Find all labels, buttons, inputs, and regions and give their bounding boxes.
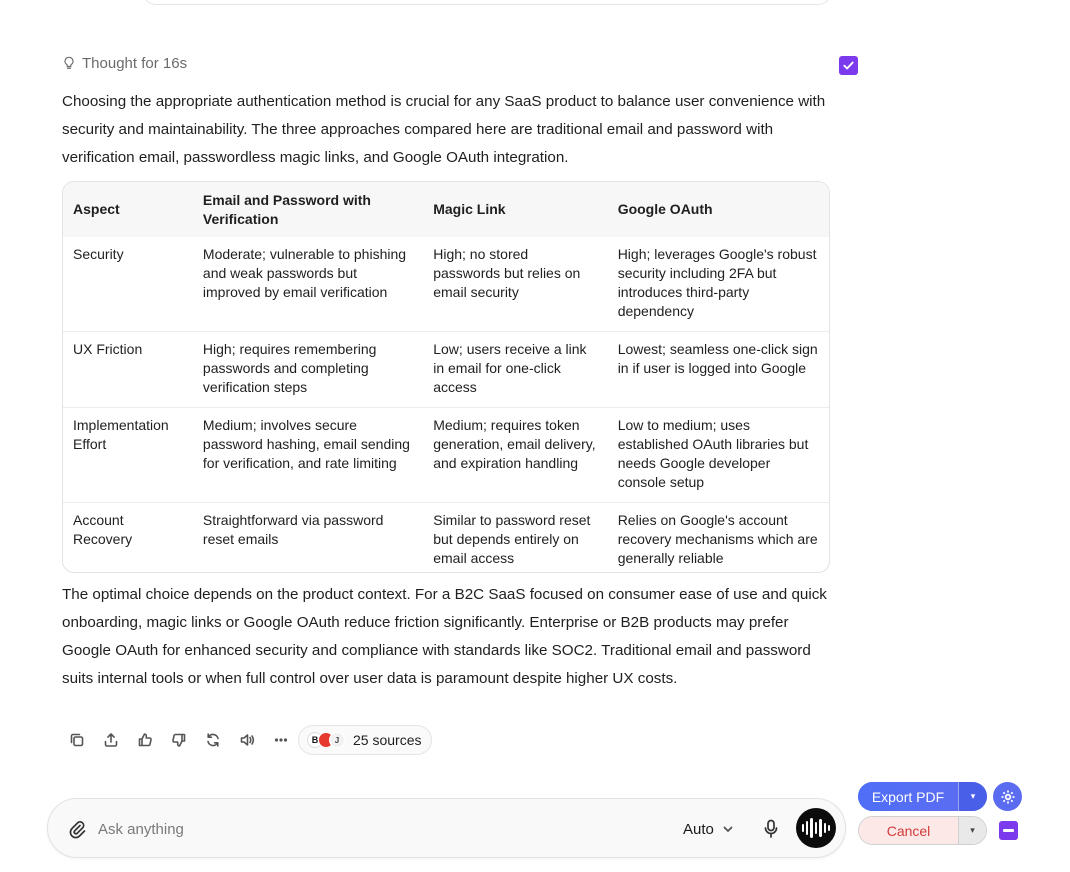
deselect-checkbox[interactable] [999,821,1018,840]
minus-icon [1003,829,1014,832]
waveform-icon [828,825,830,831]
table-header-cell: Aspect [73,201,120,217]
table-cell: Implementation Effort [73,417,169,452]
copy-button[interactable] [60,725,94,755]
ask-input[interactable] [98,816,658,842]
lightbulb-icon [62,56,76,70]
more-icon [273,732,289,748]
mode-selector[interactable] [683,817,734,841]
waveform-icon [810,818,812,838]
copy-icon [69,732,85,748]
attach-button[interactable] [68,819,86,839]
regenerate-icon [205,732,221,748]
table-header-cell: Magic Link [433,201,506,217]
export-pdf-split-button [858,782,987,811]
table-row [63,503,829,574]
sources-label: 25 sources [353,732,422,748]
more-button[interactable] [264,725,298,755]
previous-message-card [142,0,832,5]
thumbs-up-icon [137,732,153,748]
table-cell: High; requires remembering passwords and completing verification steps [202,341,377,395]
select-checkbox[interactable] [839,56,858,75]
table-cell: High; no stored passwords but relies on email security [433,246,581,300]
regenerate-button[interactable] [196,725,230,755]
table-cell: UX Friction [73,341,143,357]
response-actions [60,725,432,755]
export-options-dropdown[interactable]: ▾ [958,782,987,811]
thought-indicator[interactable] [62,52,187,74]
message-composer [47,798,846,858]
table-cell: Lowest; seamless one-click sign in if user is logged into Google [617,341,818,376]
thumbs-down-button[interactable] [162,725,196,755]
table-cell: Medium; requires token generation, email delivery, and expiration handling [433,417,596,471]
export-pdf-button[interactable]: Export PDF [858,782,958,811]
table-cell: Account Recovery [73,512,133,547]
cancel-options-dropdown[interactable]: ▾ [958,817,986,844]
table-row [63,408,829,503]
share-icon [103,732,119,748]
waveform-icon [824,823,826,833]
table-cell: Medium; involves secure password hashing, email sending for verification, and rate limiting [202,417,410,471]
source-favicon: J [329,732,345,748]
intro-paragraph: Choosing the appropriate authentication method is crucial for any SaaS product to balance user convenience with security and maintainability. The three approaches compared here are traditional email and password with verification email, passwordless magic links, and Google OAuth integration. [62,93,826,166]
source-favicons [307,732,345,748]
sources-button[interactable] [298,725,432,755]
table-cell: Similar to password reset but depends entirely on email access [433,512,591,566]
table-row [63,332,829,408]
paperclip-icon [68,819,86,839]
thought-label: Thought for 16s [82,54,188,72]
comparison-table [62,181,830,573]
table-header-row [63,182,829,237]
waveform-icon [806,821,808,835]
table-header-cell: Google OAuth [617,201,713,217]
share-button[interactable] [94,725,128,755]
source-favicon: B [307,732,323,748]
cancel-button[interactable]: Cancel [859,817,958,844]
read-aloud-button[interactable] [230,725,264,755]
table-cell: Straightforward via password reset emails [202,512,384,547]
chevron-down-icon [722,823,734,835]
check-icon [842,59,855,72]
table-cell: Low to medium; uses established OAuth libraries but needs Google developer console setup [617,417,809,490]
mode-label: Auto [683,820,714,838]
read-aloud-icon [239,732,255,748]
microphone-icon [763,819,779,839]
thumbs-down-icon [171,732,187,748]
dictate-button[interactable] [760,817,782,841]
settings-button[interactable] [993,782,1022,811]
table-cell: Low; users receive a link in email for one-click access [433,341,587,395]
waveform-icon [802,824,804,832]
cancel-split-button [858,816,987,845]
table-header-cell: Email and Password with Verification [202,191,371,227]
conclusion-paragraph: The optimal choice depends on the product context. For a B2C SaaS focused on consumer ease of use and quick onboarding, magic links or Google OAuth reduce friction significantly. Enterprise or B2B products may prefer Google OAuth for enhanced security and compliance with standards like SOC2. Traditional email and password suits internal tools or when full control over user data is paramount despite higher UX costs. [62,586,827,687]
table-cell: High; leverages Google's robust security including 2FA but introduces third-party dependency [617,246,817,319]
voice-mode-button[interactable] [796,808,836,848]
thumbs-up-button[interactable] [128,725,162,755]
table-row [63,237,829,332]
gear-icon [1000,789,1016,805]
waveform-icon [815,822,817,834]
table-cell: Moderate; vulnerable to phishing and weak passwords but improved by email verification [202,246,407,300]
waveform-icon [819,819,821,837]
table-cell: Security [73,246,124,262]
table-cell: Relies on Google's account recovery mechanisms which are generally reliable [617,512,818,566]
